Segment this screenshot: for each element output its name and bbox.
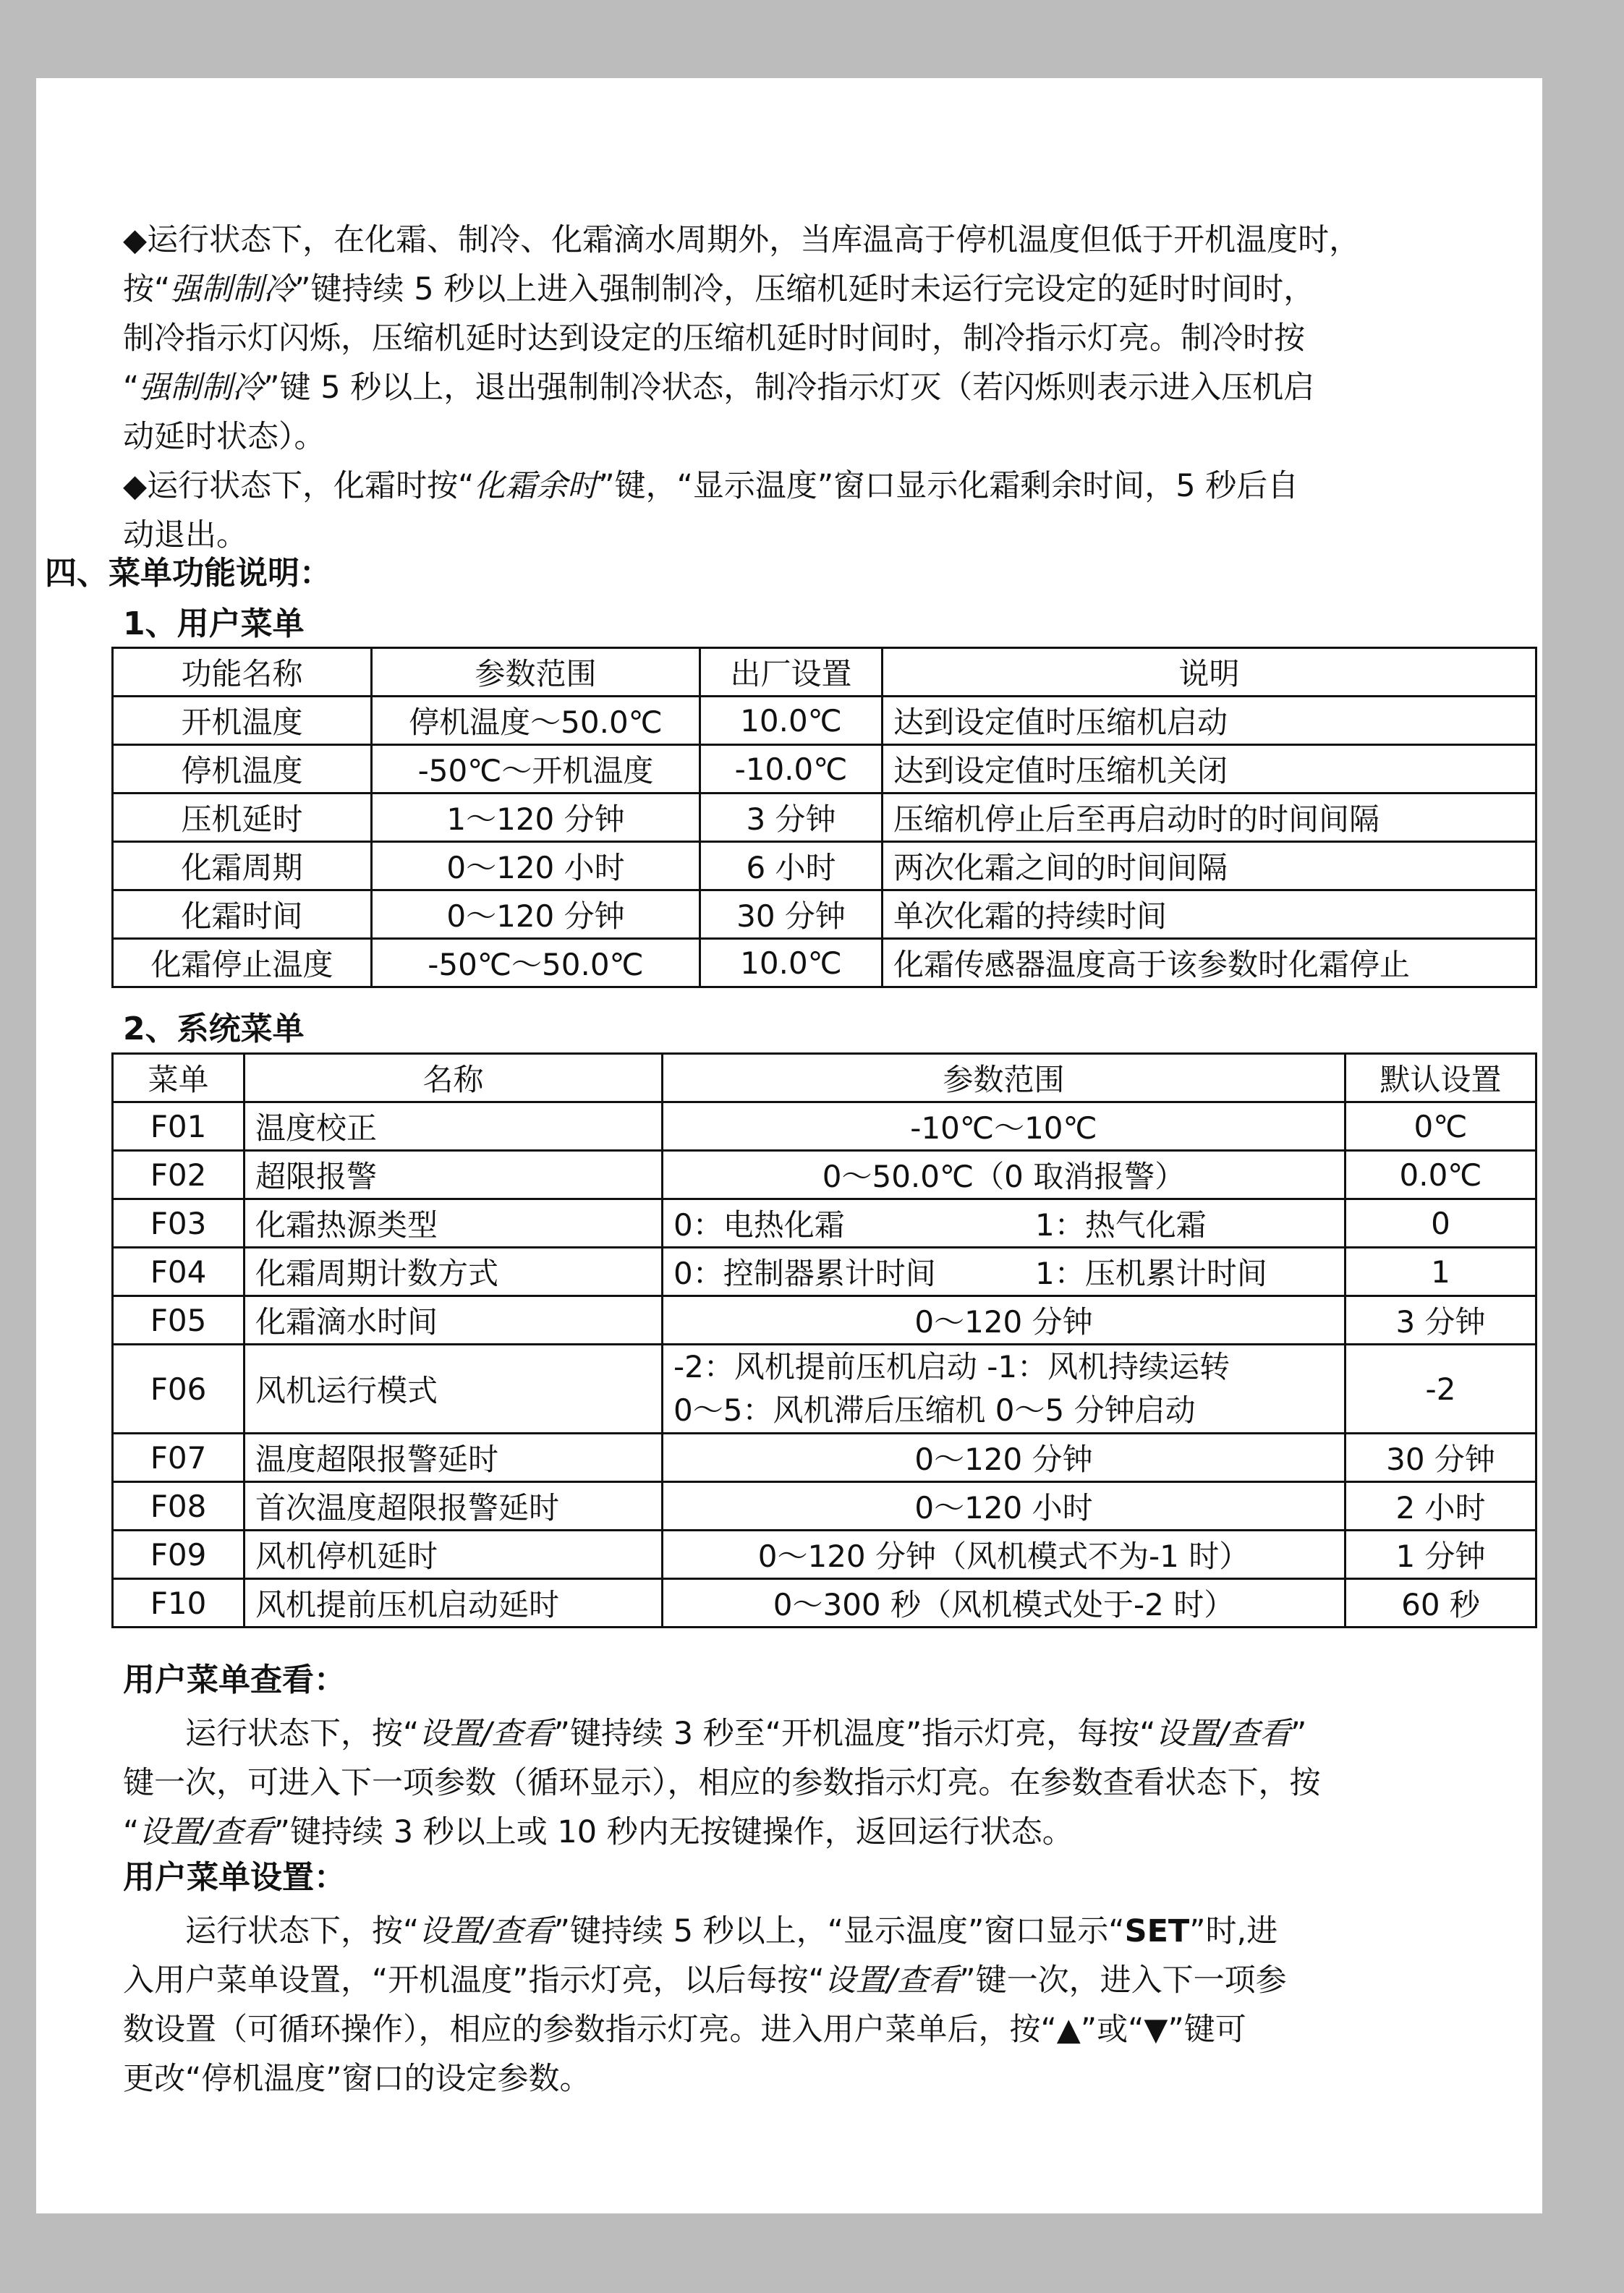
default-value-cell: 0.0℃ [1345, 1151, 1536, 1199]
table-cell: 停机温度 [113, 745, 372, 794]
table-cell: 3 分钟 [700, 794, 883, 842]
text-line [123, 1758, 1541, 1808]
table-cell: 两次化霜之间的时间间隔 [883, 842, 1536, 890]
table-row [113, 794, 1536, 842]
table-row [113, 1102, 1536, 1151]
text-segment: “ [123, 1814, 140, 1850]
table-cell: -50℃～50.0℃ [372, 939, 700, 987]
param-option: 0：控制器累计时间 [673, 1256, 936, 1291]
param-range-cell: 0～120 分钟 [663, 1434, 1345, 1482]
table-row [113, 745, 1536, 794]
text-segment: ”键持续 5 秒以上进入强制制冷，压缩机延时未运行完设定的延时时间时， [294, 271, 1315, 307]
text-segment: SET [1124, 1913, 1190, 1949]
italic-key-name: 强制制冷 [170, 271, 295, 307]
text-segment: ”时,进 [1189, 1913, 1278, 1949]
text-segment: 按“ [123, 271, 171, 307]
menu-name-cell: 温度超限报警延时 [245, 1434, 663, 1482]
param-range-cell [663, 1248, 1345, 1296]
view-section-paragraph [123, 1709, 1541, 1857]
text-line [123, 461, 1541, 511]
table-cell: 6 小时 [700, 842, 883, 890]
text-segment: 入用户菜单设置，“开机温度”指示灯亮，以后每按“ [123, 1962, 825, 1999]
default-value-cell: 60 秒 [1345, 1579, 1536, 1628]
text-line [123, 2054, 1541, 2103]
param-option: 1：热气化霜 [1035, 1207, 1207, 1243]
text-line [123, 511, 1541, 560]
table-cell: 0～120 小时 [372, 842, 700, 890]
system-menu-table [111, 1052, 1537, 1628]
default-value-cell: 30 分钟 [1345, 1434, 1536, 1482]
table-row [113, 1531, 1536, 1579]
text-segment: 运行状态下，按“ [123, 1716, 420, 1752]
set-section-title: 用户菜单设置： [123, 1859, 346, 1896]
text-segment: ”键持续 5 秒以上，“显示温度”窗口显示“ [553, 1913, 1125, 1949]
table-row [113, 1199, 1536, 1248]
param-range-cell [663, 1345, 1345, 1434]
column-header: 功能名称 [113, 648, 372, 697]
column-header: 出厂设置 [700, 648, 883, 697]
view-section-title: 用户菜单查看： [123, 1662, 346, 1698]
menu-code-cell: F04 [113, 1248, 245, 1296]
table-row [113, 1151, 1536, 1199]
default-value-cell: 2 小时 [1345, 1482, 1536, 1531]
text-segment: 更改“停机温度”窗口的设定参数。 [123, 2061, 591, 2097]
table-cell: 10.0℃ [700, 939, 883, 987]
text-segment: 动退出。 [123, 517, 247, 553]
text-line [123, 314, 1541, 363]
table-cell: 1～120 分钟 [372, 794, 700, 842]
italic-key-name: 设置/查看 [419, 1716, 554, 1752]
table-header-row [113, 648, 1536, 697]
default-value-cell: 1 分钟 [1345, 1531, 1536, 1579]
text-segment: ”键 5 秒以上，退出强制制冷状态，制冷指示灯灭（若闪烁则表示进入压机启 [263, 370, 1315, 406]
italic-key-name: 设置/查看 [1155, 1716, 1291, 1752]
text-segment: ” [1291, 1716, 1307, 1752]
text-line [123, 1808, 1541, 1857]
text-segment: 动延时状态）。 [123, 419, 326, 455]
table-cell: 0～120 分钟 [372, 890, 700, 939]
menu-name-cell: 化霜热源类型 [245, 1199, 663, 1248]
menu-code-cell: F06 [113, 1345, 245, 1434]
table-row [113, 1579, 1536, 1628]
text-line [123, 265, 1541, 314]
table-row [113, 1434, 1536, 1482]
intro-paragraph-force-cool [123, 216, 1541, 461]
column-header: 菜单 [113, 1054, 245, 1102]
text-segment: ◆运行状态下，在化霜、制冷、化霜滴水周期外，当库温高于停机温度但低于开机温度时， [123, 222, 1361, 258]
table-cell: 化霜传感器温度高于该参数时化霜停止 [883, 939, 1536, 987]
menu-name-cell: 风机提前压机启动延时 [245, 1579, 663, 1628]
param-range-cell: -10℃～10℃ [663, 1102, 1345, 1151]
param-range-cell: 0～120 分钟（风机模式不为-1 时） [663, 1531, 1345, 1579]
param-option: 1：压机累计时间 [1035, 1256, 1267, 1291]
table-cell: 化霜停止温度 [113, 939, 372, 987]
text-line [123, 216, 1541, 265]
default-value-cell: 1 [1345, 1248, 1536, 1296]
column-header: 名称 [245, 1054, 663, 1102]
table-row [113, 1248, 1536, 1296]
table-row [113, 1482, 1536, 1531]
text-segment: ◆运行状态下，化霜时按“ [123, 468, 475, 504]
menu-name-cell: 温度校正 [245, 1102, 663, 1151]
menu-code-cell: F10 [113, 1579, 245, 1628]
column-header: 说明 [883, 648, 1536, 697]
table-cell: -50℃～开机温度 [372, 745, 700, 794]
table-row [113, 890, 1536, 939]
system-menu-title: 2、系统菜单 [123, 1011, 305, 1047]
menu-name-cell: 化霜周期计数方式 [245, 1248, 663, 1296]
table-cell: -10.0℃ [700, 745, 883, 794]
text-segment: 运行状态下，按“ [123, 1913, 420, 1949]
table-cell: 化霜周期 [113, 842, 372, 890]
param-range-cell [663, 1199, 1345, 1248]
text-line [123, 1956, 1541, 2005]
menu-name-cell: 超限报警 [245, 1151, 663, 1199]
italic-key-name: 化霜余时 [474, 468, 599, 504]
text-segment: ”键一次，进入下一项参 [959, 1962, 1287, 1999]
menu-code-cell: F02 [113, 1151, 245, 1199]
text-line [123, 1709, 1541, 1758]
text-segment: 制冷指示灯闪烁，压缩机延时达到设定的压缩机延时时间时，制冷指示灯亮。制冷时按 [123, 320, 1305, 357]
table-cell: 30 分钟 [700, 890, 883, 939]
table-row [113, 939, 1536, 987]
default-value-cell: -2 [1345, 1345, 1536, 1434]
column-header: 默认设置 [1345, 1054, 1536, 1102]
default-value-cell: 0 [1345, 1199, 1536, 1248]
menu-code-cell: F01 [113, 1102, 245, 1151]
param-range-cell: 0～120 分钟 [663, 1296, 1345, 1345]
param-range-cell: 0～120 小时 [663, 1482, 1345, 1531]
param-option: 0：电热化霜 [673, 1207, 845, 1243]
table-cell: 开机温度 [113, 697, 372, 745]
table-cell: 10.0℃ [700, 697, 883, 745]
menu-code-cell: F07 [113, 1434, 245, 1482]
italic-key-name: 设置/查看 [824, 1962, 960, 1999]
column-header: 参数范围 [663, 1054, 1345, 1102]
table-header-row [113, 1054, 1536, 1102]
table-row [113, 842, 1536, 890]
param-option-line: -2：风机提前压机启动 -1：风机持续运转 [673, 1349, 1230, 1384]
menu-name-cell: 风机停机延时 [245, 1531, 663, 1579]
text-segment: ”键，“显示温度”窗口显示化霜剩余时间，5 秒后自 [598, 468, 1299, 504]
menu-code-cell: F05 [113, 1296, 245, 1345]
text-segment: “ [123, 370, 140, 406]
table-cell: 化霜时间 [113, 890, 372, 939]
text-segment: ”键持续 3 秒至“开机温度”指示灯亮，每按“ [553, 1716, 1156, 1752]
table-cell: 压机延时 [113, 794, 372, 842]
param-range-cell: 0～300 秒（风机模式处于-2 时） [663, 1579, 1345, 1628]
text-line [123, 1907, 1541, 1956]
menu-name-cell: 化霜滴水时间 [245, 1296, 663, 1345]
default-value-cell: 0℃ [1345, 1102, 1536, 1151]
menu-code-cell: F09 [113, 1531, 245, 1579]
italic-key-name: 设置/查看 [419, 1913, 554, 1949]
text-segment: 数设置（可循环操作），相应的参数指示灯亮。进入用户菜单后，按“▲”或“▼”键可 [123, 2012, 1246, 2048]
italic-key-name: 强制制冷 [139, 370, 264, 406]
italic-key-name: 设置/查看 [139, 1814, 274, 1850]
table-row [113, 1296, 1536, 1345]
table-cell: 停机温度～50.0℃ [372, 697, 700, 745]
user-menu-title: 1、用户菜单 [123, 605, 305, 642]
table-cell: 达到设定值时压缩机关闭 [883, 745, 1536, 794]
table-cell: 单次化霜的持续时间 [883, 890, 1536, 939]
set-section-paragraph [123, 1907, 1541, 2103]
text-line [123, 363, 1541, 412]
text-segment: ”键持续 3 秒以上或 10 秒内无按键操作，返回运行状态。 [273, 1814, 1074, 1850]
table-cell: 压缩机停止后至再启动时的时间间隔 [883, 794, 1536, 842]
column-header: 参数范围 [372, 648, 700, 697]
menu-name-cell: 风机运行模式 [245, 1345, 663, 1434]
param-range-cell: 0～50.0℃（0 取消报警） [663, 1151, 1345, 1199]
text-line [123, 412, 1541, 461]
menu-name-cell: 首次温度超限报警延时 [245, 1482, 663, 1531]
section-4-title: 四、菜单功能说明： [45, 555, 331, 592]
table-row [113, 697, 1536, 745]
param-option-line: 0～5：风机滞后压缩机 0～5 分钟启动 [673, 1392, 1196, 1428]
table-row [113, 1345, 1536, 1434]
text-line [123, 2005, 1541, 2054]
text-segment: 键一次，可进入下一项参数（循环显示），相应的参数指示灯亮。在参数查看状态下，按 [123, 1765, 1321, 1801]
document-page [36, 78, 1542, 2213]
menu-code-cell: F08 [113, 1482, 245, 1531]
intro-paragraph-defrost-remaining [123, 461, 1541, 560]
user-menu-table [111, 647, 1537, 988]
menu-code-cell: F03 [113, 1199, 245, 1248]
default-value-cell: 3 分钟 [1345, 1296, 1536, 1345]
table-cell: 达到设定值时压缩机启动 [883, 697, 1536, 745]
